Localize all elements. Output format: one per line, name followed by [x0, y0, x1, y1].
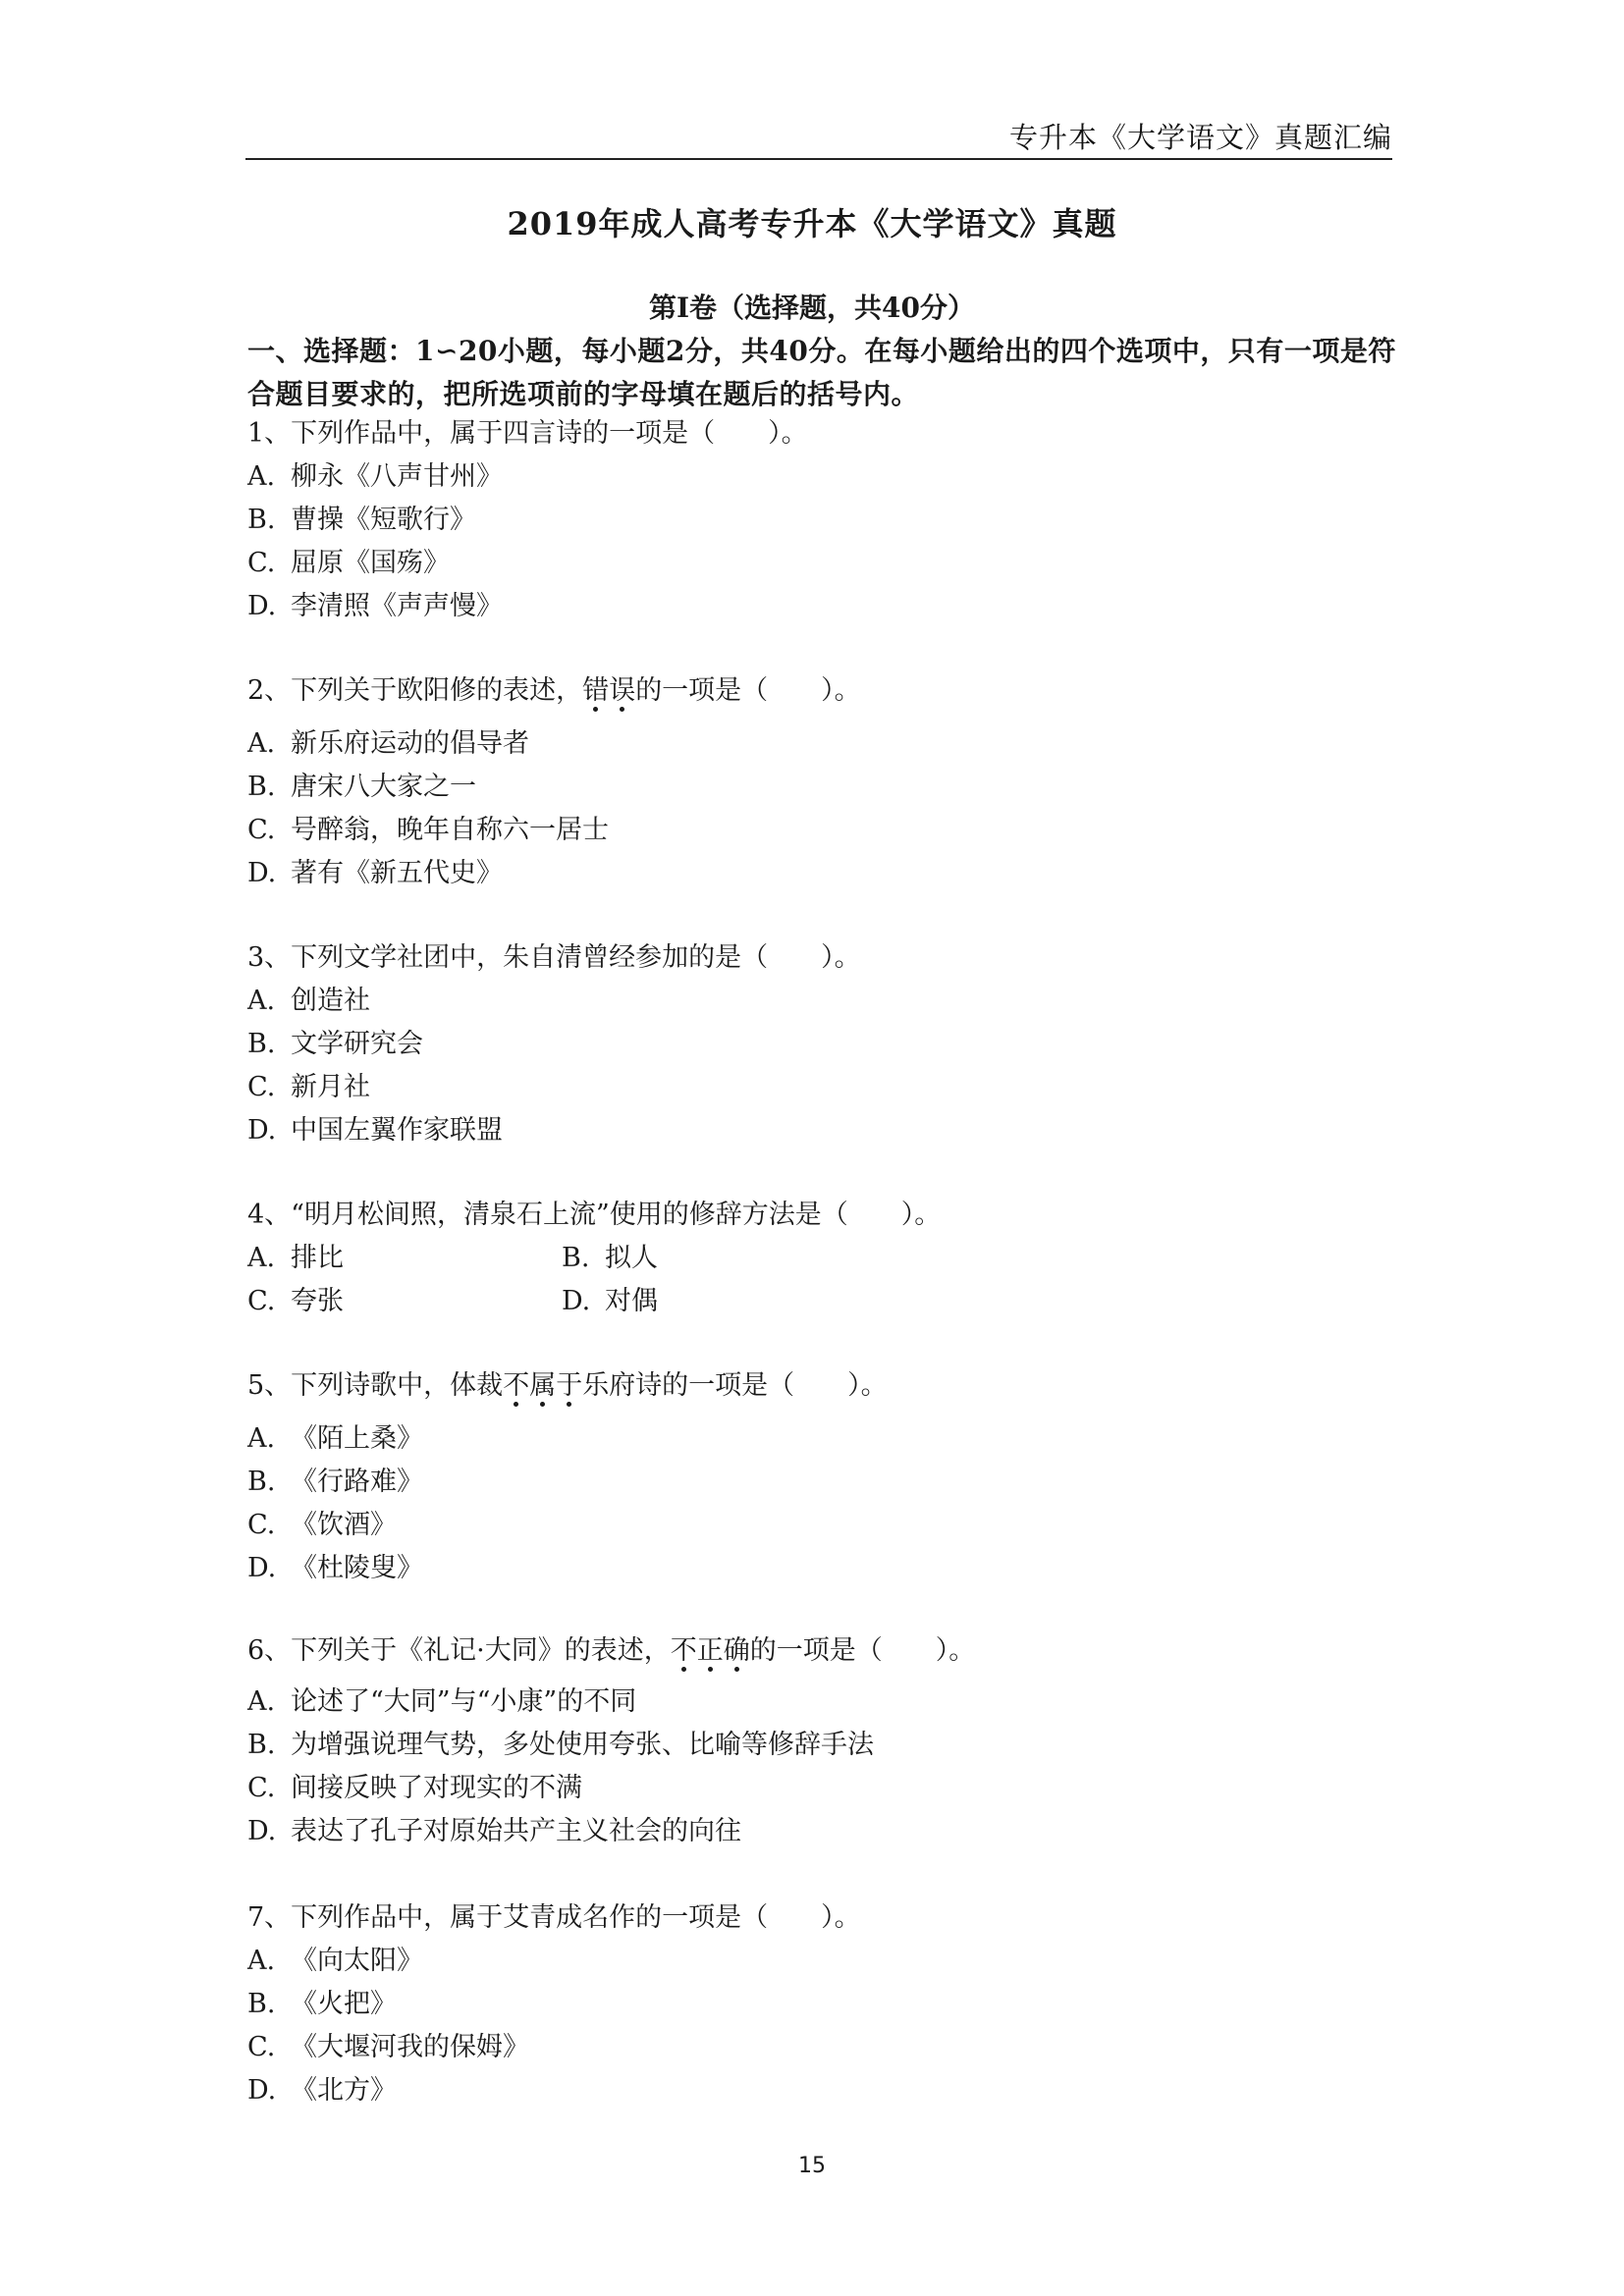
- question-stem: 2、下列关于欧阳修的表述，错误的一项是（ ）。: [247, 675, 861, 706]
- option-d: D. 著有《新五代史》: [247, 858, 503, 888]
- emphasis-char: 确: [723, 1635, 750, 1666]
- option-a: A. 排比: [247, 1243, 344, 1273]
- option-c: C. 夸张: [247, 1286, 344, 1316]
- question-stem: 6、下列关于《礼记·大同》的表述，不正确的一项是（ ）。: [247, 1635, 976, 1666]
- option-c: C. 新月社: [247, 1072, 370, 1102]
- option-c: C. 《饮酒》: [247, 1510, 397, 1540]
- question-5: [247, 1364, 1396, 1590]
- option-a: A. 新乐府运动的倡导者: [247, 728, 529, 759]
- emphasis-mark: [671, 1635, 750, 1666]
- section-title: 第Ⅰ卷（选择题，共40分）: [648, 292, 976, 324]
- option-c: C. 屈原《国殇》: [247, 548, 450, 578]
- question-stem: 3、下列文学社团中，朱自清曾经参加的是（ ）。: [247, 942, 861, 973]
- emphasis-char: 于: [556, 1370, 583, 1401]
- question-stem: 1、下列作品中，属于四言诗的一项是（ ）。: [247, 418, 808, 449]
- question-1: [247, 412, 1396, 628]
- question-3: [247, 936, 1396, 1152]
- option-d: D. 李清照《声声慢》: [247, 591, 503, 621]
- option-c: C. 号醉翁，晚年自称六一居士: [247, 815, 609, 845]
- exam-title: 2019年成人高考专升本《大学语文》真题: [507, 205, 1117, 242]
- instructions: 一、选择题：1∽20小题，每小题2分，共40分。在每小题给出的四个选项中，只有一项是符合题目要求的，把所选项前的字母填在题后的括号内。: [247, 335, 1396, 410]
- option-d: D. 表达了孔子对原始共产主义社会的向往: [247, 1816, 741, 1846]
- emphasis-char: 不: [670, 1635, 697, 1666]
- option-b: B. 为增强说理气势，多处使用夸张、比喻等修辞手法: [247, 1730, 874, 1760]
- option-a: A. 论述了“大同”与“小康”的不同: [247, 1686, 637, 1717]
- option-b: B. 文学研究会: [247, 1029, 423, 1059]
- emphasis-char: 不: [503, 1370, 530, 1401]
- option-d: D. 中国左翼作家联盟: [247, 1115, 503, 1146]
- option-b: B. 曹操《短歌行》: [247, 505, 476, 535]
- option-b: B. 唐宋八大家之一: [247, 772, 476, 802]
- question-4: [247, 1194, 1396, 1323]
- option-d: D. 对偶: [562, 1286, 658, 1316]
- running-header: 专升本《大学语文》真题汇编: [1008, 121, 1392, 154]
- emphasis-mark: [503, 1370, 582, 1401]
- emphasis-mark: [582, 675, 635, 706]
- emphasis-char: 属: [529, 1370, 557, 1401]
- question-stem: 4、“明月松间照，清泉石上流”使用的修辞方法是（ ）。: [247, 1200, 942, 1230]
- header-divider: [245, 158, 1392, 160]
- option-d: D. 《北方》: [247, 2075, 397, 2106]
- option-b: B. 拟人: [562, 1243, 658, 1273]
- option-b: B. 《火把》: [247, 1989, 397, 2019]
- option-b: B. 《行路难》: [247, 1467, 423, 1497]
- question-2: [247, 669, 1396, 895]
- option-a: A. 《陌上桑》: [247, 1423, 423, 1454]
- question-7: [247, 1896, 1396, 2112]
- option-c: C. 间接反映了对现实的不满: [247, 1773, 582, 1803]
- emphasis-char: 误: [609, 675, 636, 706]
- question-stem: 5、下列诗歌中，体裁不属于乐府诗的一项是（ ）。: [247, 1370, 888, 1401]
- option-a: A. 《向太阳》: [247, 1946, 423, 1976]
- option-c: C. 《大堰河我的保姆》: [247, 2032, 529, 2062]
- question-6: [247, 1629, 1396, 1853]
- emphasis-char: 错: [582, 675, 610, 706]
- option-a: A. 柳永《八声甘州》: [247, 461, 503, 492]
- option-a: A. 创造社: [247, 986, 370, 1016]
- question-stem: 7、下列作品中，属于艾青成名作的一项是（ ）。: [247, 1902, 861, 1933]
- page-number: 15: [798, 2154, 826, 2178]
- emphasis-char: 正: [696, 1635, 724, 1666]
- option-d: D. 《杜陵叟》: [247, 1553, 423, 1583]
